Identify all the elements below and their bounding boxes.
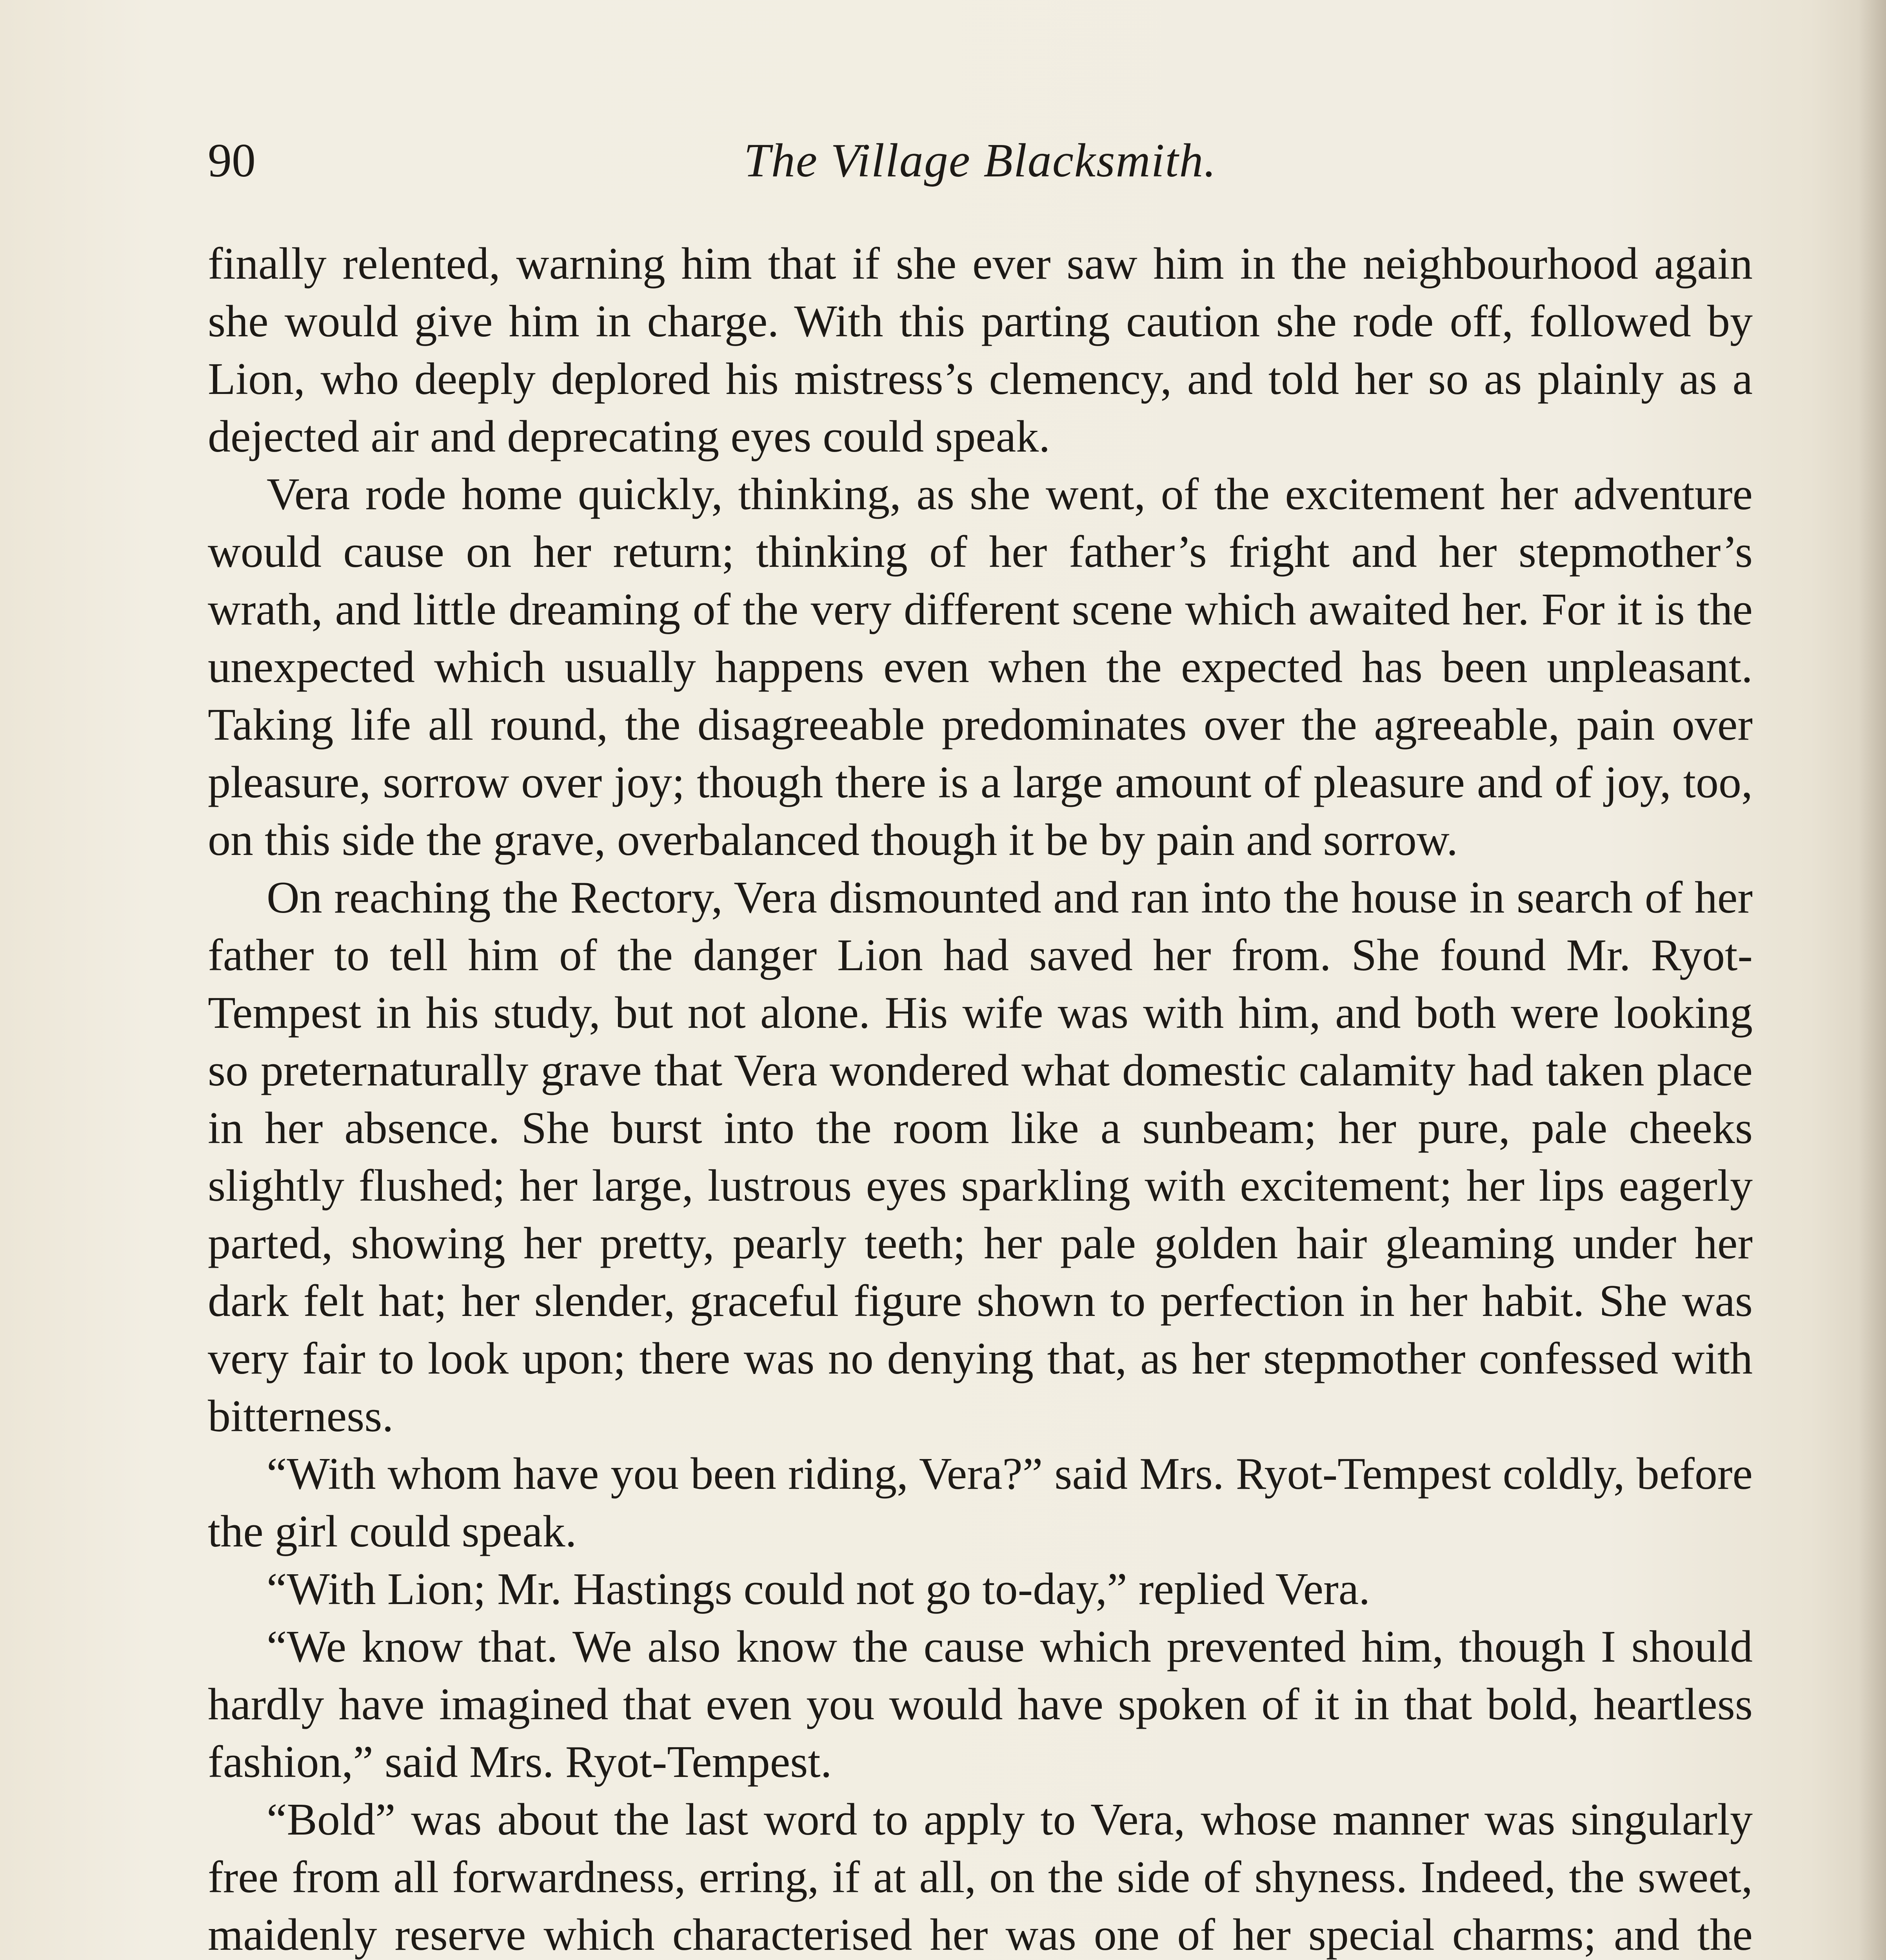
paragraph-2: Vera rode home quickly, thinking, as she went, of the excitement her adventure would cause on her return; thinking of her father’s fright and her stepmother’s wrath, and little dreaming of the very different scene which awaited her. For it is the unexpected which usually happens even when the expected has been unpleasant. Taking life all round, the disagreeable predominates over the agreeable, pain over pleasure, sorrow over joy; though there is a large amount of pleasure and of joy, too, on this side the grave, overbalanced though it be by pain and sorrow. bbox=[208, 469, 1753, 865]
page-number: 90 bbox=[208, 134, 256, 187]
text-body bbox=[208, 235, 1753, 1960]
paragraph-6: “We know that. We also know the cause which prevented him, though I should hardly have imagined that even you would have spoken of it in that bold, heartless fashion,” said Mrs. Ryot-Tempest. bbox=[208, 1622, 1753, 1787]
paragraph-4: “With whom have you been riding, Vera?” said Mrs. Ryot-Tempest coldly, before the girl could speak. bbox=[208, 1449, 1753, 1557]
page-edge-shadow bbox=[1859, 0, 1886, 1960]
running-title: The Village Blacksmith. bbox=[744, 134, 1217, 187]
paragraph-3: On reaching the Rectory, Vera dismounted and ran into the house in search of her father to tell him of the danger Lion had saved her from. She found Mr. Ryot-Tempest in his study, but not alone. His wife was with him, and both were looking so preternaturally grave that Vera wondered what domestic calamity had taken place in her absence. She burst into the room like a sunbeam; her pure, pale cheeks slightly flushed; her large, lustrous eyes sparkling with excitement; her lips eagerly parted, showing her pretty, pearly teeth; her pale golden hair gleaming under her dark felt hat; her slender, graceful figure shown to perfection in her habit. She was very fair to look upon; there was no denying that, as her stepmother confessed with bitterness. bbox=[208, 873, 1753, 1441]
paragraph-5: “With Lion; Mr. Hastings could not go to-day,” replied Vera. bbox=[267, 1564, 1370, 1614]
paragraph-7: “Bold” was about the last word to apply to Vera, whose manner was singularly free from all forwardness, erring, if at all, on the side of shyness. Indeed, the sweet, maidenly reserve which characterised her was one of her special charms; and the bbox=[208, 1795, 1753, 1960]
page-header bbox=[208, 129, 1753, 192]
paragraph-1: finally relented, warning him that if she ever saw him in the neighbourhood again she would give him in charge. With this parting caution she rode off, followed by Lion, who deeply deplored his mistress’s clemency, and told her so as plainly as a dejected air and deprecating eyes could speak. bbox=[208, 239, 1753, 462]
